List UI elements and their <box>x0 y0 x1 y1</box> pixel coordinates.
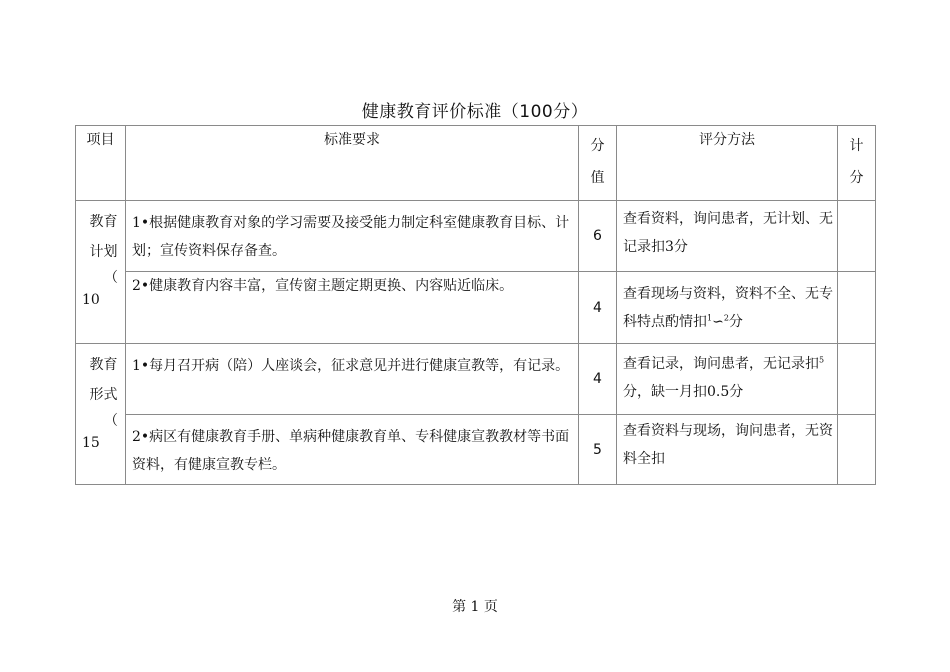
header-points: 计 分 <box>838 126 876 201</box>
document-title: 健康教育评价标准（100分） <box>361 102 589 122</box>
table-row <box>76 272 876 344</box>
points-cell <box>838 415 876 485</box>
table-row <box>76 201 876 272</box>
page-footer: 第 1 页 <box>452 599 498 615</box>
standard-text: 1•每月召开病（陪）人座谈会，征求意见并进行健康宣教等，有记录。 <box>126 344 579 415</box>
method-text: 查看现场与资料，资料不全、无专科特点酌情扣$^1$∽$^2$分 <box>617 272 838 344</box>
standard-text: 2•健康教育内容丰富，宣传窗主题定期更换、内容贴近临床。 <box>126 272 579 344</box>
standard-text: 1•根据健康教育对象的学习需要及接受能力制定科室健康教育目标、计划；宣传资料保存备查。 <box>126 201 579 272</box>
table-row <box>76 344 876 415</box>
method-text: 查看资料，询问患者，无计划、无记录扣3分 <box>617 201 838 272</box>
points-cell <box>838 272 876 344</box>
score-value: 5 <box>579 415 617 485</box>
table-header-row <box>76 126 876 201</box>
method-text: 查看资料与现场，询问患者，无资料全扣 <box>617 415 838 485</box>
method-text: 查看记录，询问患者，无记录扣$^5$分，缺一月扣0.5分 <box>617 344 838 415</box>
score-value: 6 <box>579 201 617 272</box>
points-cell <box>838 201 876 272</box>
evaluation-table <box>75 125 876 485</box>
table-row <box>76 415 876 485</box>
section-name-plan: 教育 计划 （ 10 <box>76 201 126 344</box>
header-item: 项目 <box>76 126 126 201</box>
header-method: 评分方法 <box>617 126 838 201</box>
header-standard: 标准要求 <box>126 126 579 201</box>
score-value: 4 <box>579 272 617 344</box>
standard-text: 2•病区有健康教育手册、单病种健康教育单、专科健康宣教教材等书面资料，有健康宣教专栏。 <box>126 415 579 485</box>
section-name-form: 教育 形式 （ 15 <box>76 344 126 485</box>
points-cell <box>838 344 876 415</box>
header-score: 分 值 <box>579 126 617 201</box>
score-value: 4 <box>579 344 617 415</box>
